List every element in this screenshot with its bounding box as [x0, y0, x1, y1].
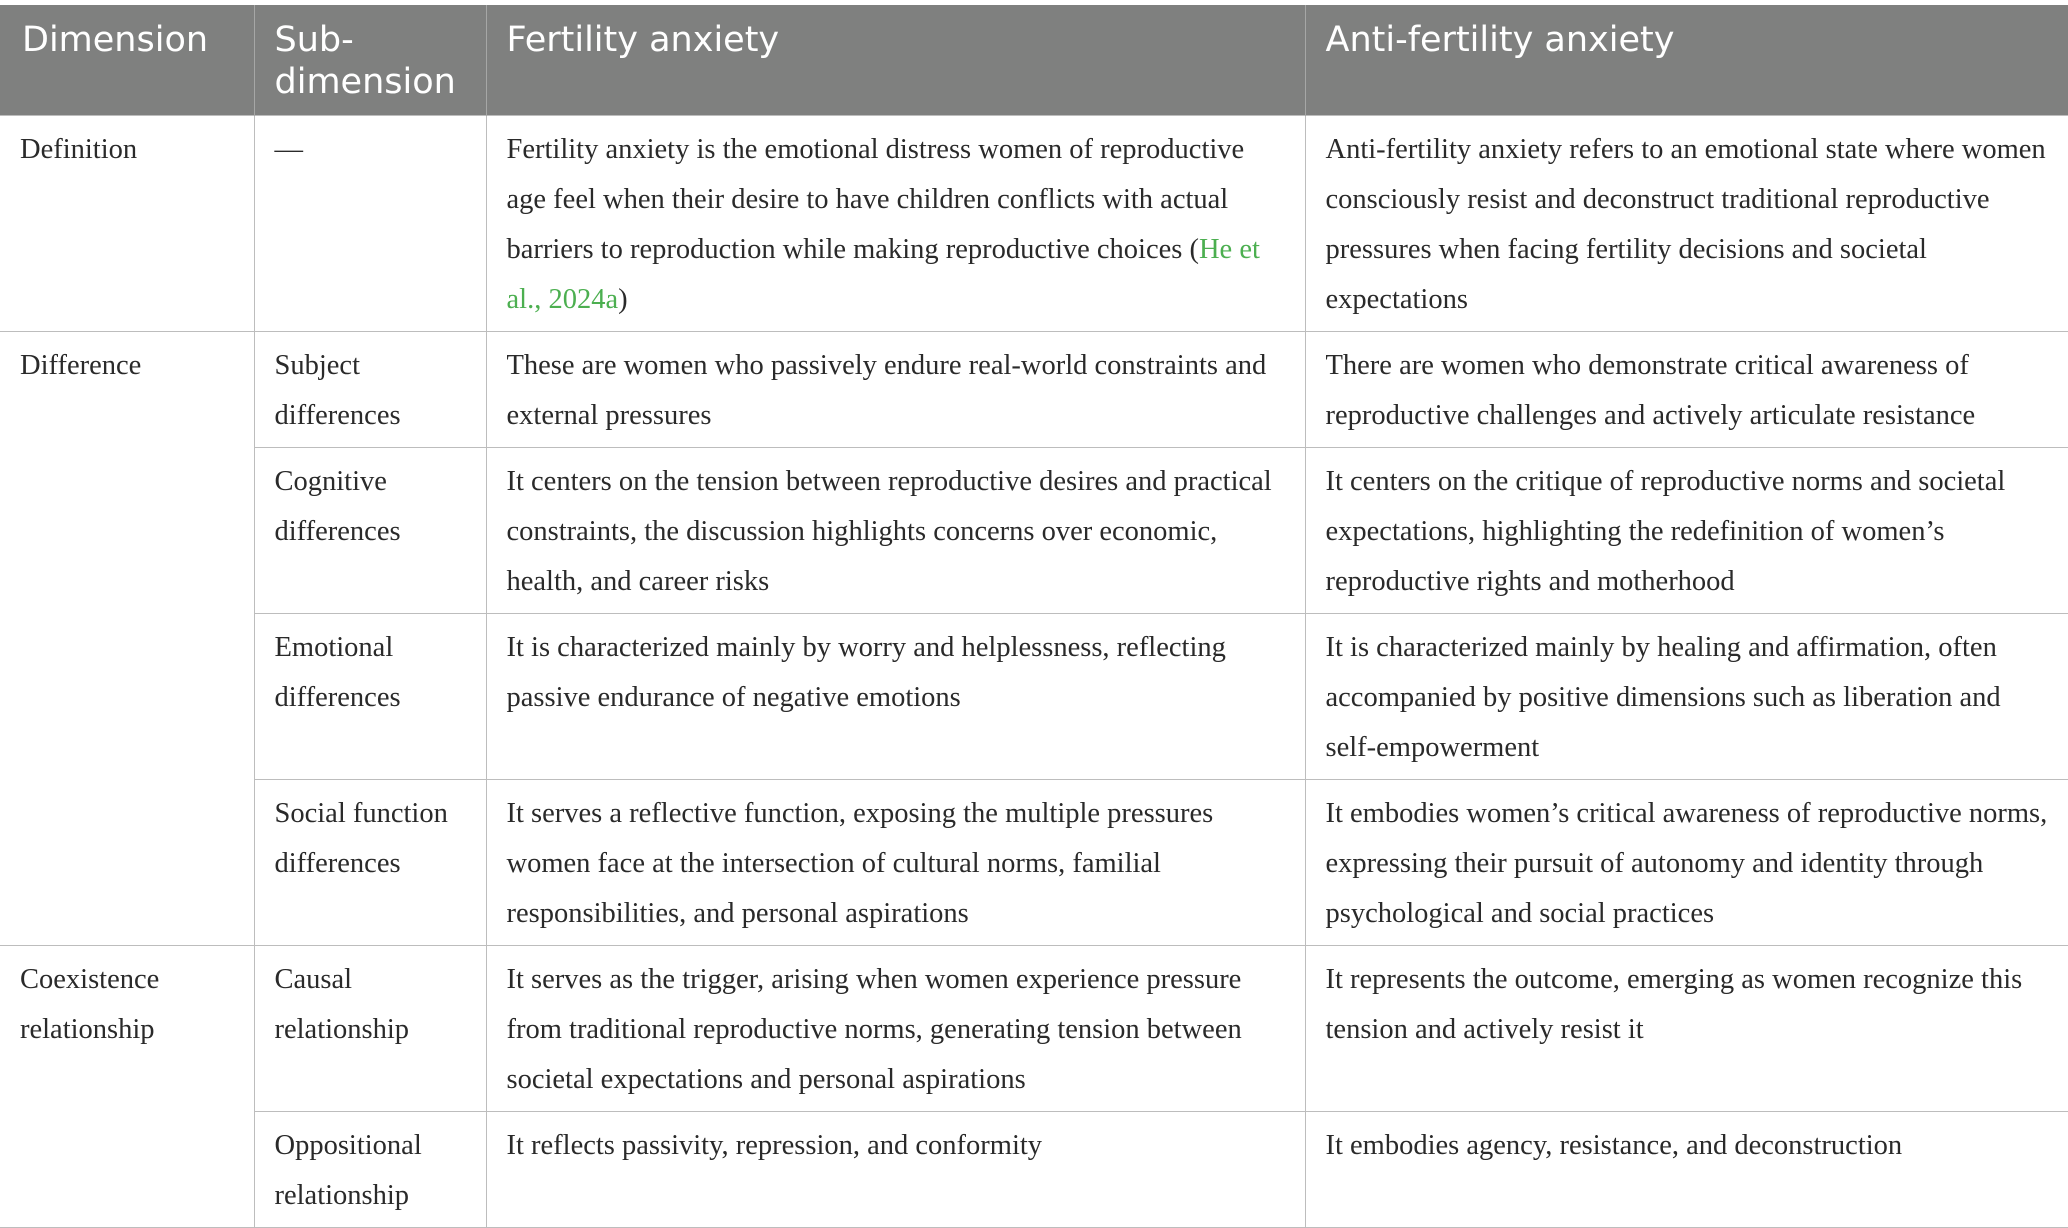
anti-fertility-cell: It embodies agency, resistance, and deconstruction: [1305, 1112, 2068, 1228]
anti-fertility-cell: Anti-fertility anxiety refers to an emotional state where women consciously resist and deconstruct traditional reproductive pressures when facing fertility decisions and societal expectations: [1305, 116, 2068, 332]
anti-fertility-cell: It represents the outcome, emerging as women recognize this tension and actively resist it: [1305, 946, 2068, 1112]
anti-fertility-cell: It centers on the critique of reproductive norms and societal expectations, highlighting the redefinition of women’s reproductive rights and motherhood: [1305, 448, 2068, 614]
citation-link[interactable]: He et al., 2024a: [506, 234, 1260, 315]
sub-dimension-cell: Causal relationship: [254, 946, 486, 1112]
fertility-cell: It reflects passivity, repression, and conformity: [486, 1112, 1305, 1228]
header-row: [0, 5, 2068, 116]
fertility-cell: It centers on the tension between reproductive desires and practical constraints, the discussion highlights concerns over economic, health, and career risks: [486, 448, 1305, 614]
sub-dimension-cell: Oppositional relationship: [254, 1112, 486, 1228]
anti-fertility-cell: There are women who demonstrate critical awareness of reproductive challenges and actively articulate resistance: [1305, 332, 2068, 448]
fertility-definition-text: Fertility anxiety is the emotional distress women of reproductive age feel when their desire to have children conflicts with actual barriers to reproduction while making reproductive choices (: [506, 134, 1245, 265]
table-row-definition: [0, 116, 2068, 332]
fertility-cell: It serves as the trigger, arising when women experience pressure from traditional reproductive norms, generating tension between societal expectations and personal aspirations: [486, 946, 1305, 1112]
sub-dimension-cell: —: [254, 116, 486, 332]
table-header: [0, 5, 2068, 116]
comparison-table: [0, 5, 2068, 1228]
table-body: [0, 116, 2068, 1228]
table-row-social-function: [0, 780, 2068, 946]
sub-dimension-cell: Subject differences: [254, 332, 486, 448]
fertility-cell: It is characterized mainly by worry and helplessness, reflecting passive endurance of negative emotions: [486, 614, 1305, 780]
fertility-cell: [486, 116, 1305, 332]
table-row-emotional: [0, 614, 2068, 780]
table-row-subject: [0, 332, 2068, 448]
table-row-cognitive: [0, 448, 2068, 614]
sub-dimension-cell: Cognitive differences: [254, 448, 486, 614]
dimension-cell: Difference: [0, 332, 254, 946]
table-row-causal: [0, 946, 2068, 1112]
table-row-oppositional: [0, 1112, 2068, 1228]
sub-dimension-cell: Social function differences: [254, 780, 486, 946]
dimension-cell: Definition: [0, 116, 254, 332]
fertility-definition-tail: ): [618, 284, 628, 315]
header-fertility-anxiety: Fertility anxiety: [486, 5, 1305, 116]
fertility-cell: It serves a reflective function, exposing the multiple pressures women face at the intersection of cultural norms, familial responsibilities, and personal aspirations: [486, 780, 1305, 946]
anti-fertility-cell: It embodies women’s critical awareness of reproductive norms, expressing their pursuit of autonomy and identity through psychological and social practices: [1305, 780, 2068, 946]
fertility-cell: These are women who passively endure real-world constraints and external pressures: [486, 332, 1305, 448]
header-anti-fertility-anxiety: Anti-fertility anxiety: [1305, 5, 2068, 116]
dimension-cell: Coexistence relationship: [0, 946, 254, 1228]
comparison-table-frame: [0, 5, 2068, 1228]
header-sub-dimension: Sub-dimension: [254, 5, 486, 116]
anti-fertility-cell: It is characterized mainly by healing and affirmation, often accompanied by positive dimensions such as liberation and self-empowerment: [1305, 614, 2068, 780]
header-dimension: Dimension: [0, 5, 254, 116]
sub-dimension-cell: Emotional differences: [254, 614, 486, 780]
